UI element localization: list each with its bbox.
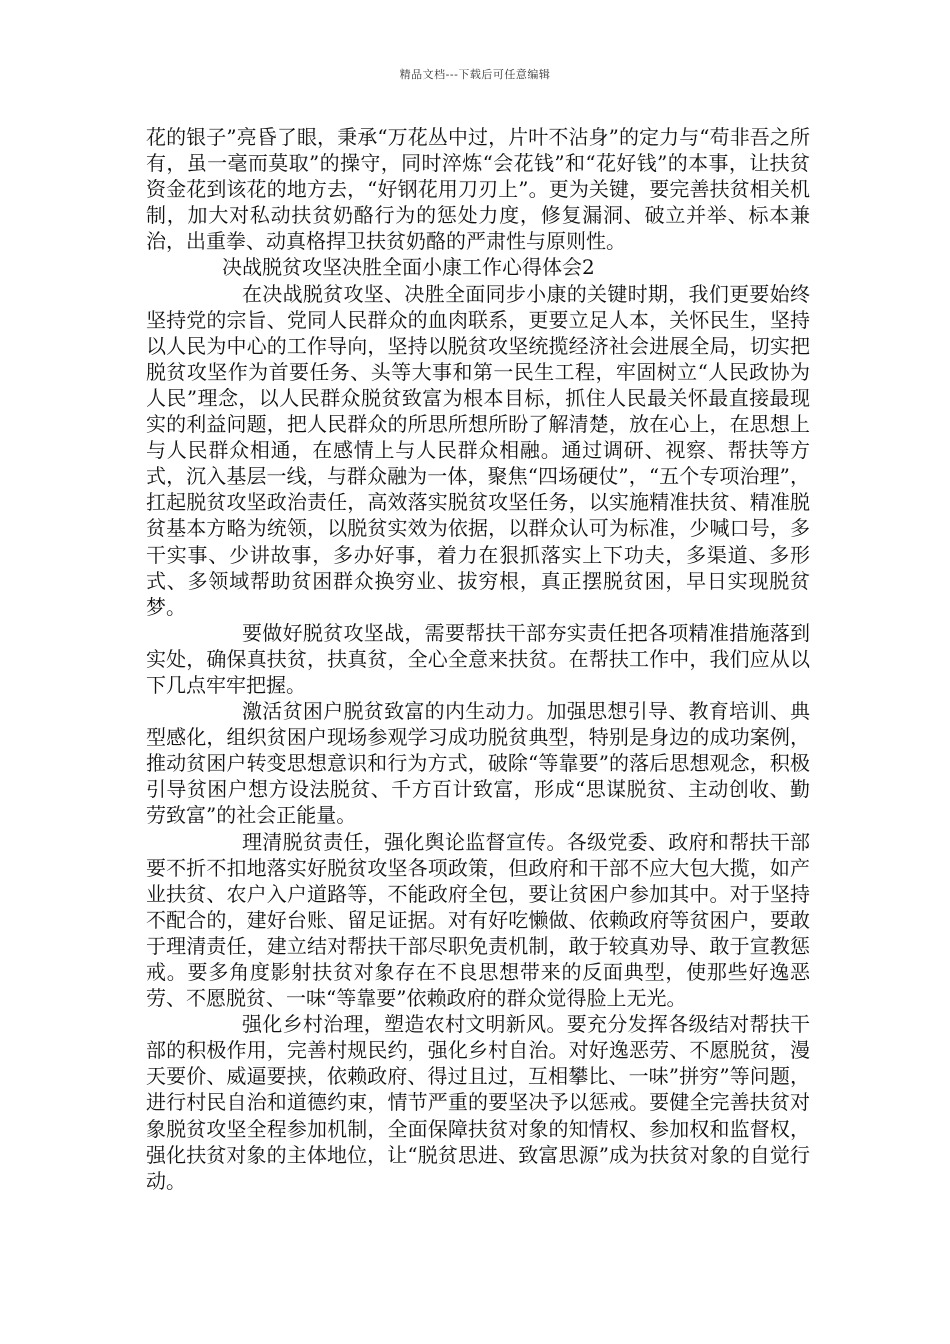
paragraph-1: 在决战脱贫攻坚、决胜全面同步小康的关键时期，我们更要始终坚持党的宗旨、党同人民群众的血肉联系，更要立足人本，关怀民生，坚持以人民为中心的工作导向，坚持以脱贫攻坚统揽经济社会进展全局，切实把脱贫攻坚作为首要任务、头等大事和第一民生工程，牢固树立“人民政协为人民”理念，以人民群众脱贫致富为根本目标，抓住人民最关怀最直接最现实的利益问题，把人民群众的所思所想所盼了解清楚，放在心上，在思想上与人民群众相通，在感情上与人民群众相融。通过调研、视察、帮扶等方式，沉入基层一线，与群众融为一体，聚焦“四场硬仗”，“五个专项治理”，扛起脱贫攻坚政治责任，高效落实脱贫攻坚任务，以实施精准扶贫、精准脱贫基本方略为统领，以脱贫实效为依据，以群众认可为标准，少喊口号，多干实事、少讲故事，多办好事，着力在狠抓落实上下功夫，多渠道、多形式、多领域帮助贫困群众换穷业、拔穷根，真正摆脱贫困，早日实现脱贫梦。 bbox=[146, 281, 810, 619]
page-header: 精品文档---下载后可任意编辑 bbox=[399, 68, 551, 81]
paragraph-continued: 花的银子”亮昏了眼，秉承“万花丛中过，片叶不沾身”的定力与“苟非吾之所有，虽一毫而莫取”的操守，同时淬炼“会花钱”和“花好钱”的本事，让扶贫资金花到该花的地方去，“好钢花用刀刃上”。更为关键，要完善扶贫相关机制，加大对私动扶贫奶酪行为的惩处力度，修复漏洞、破立并举、标本兼治，出重拳、动真格捍卫扶贫奶酪的严肃性与原则性。 bbox=[146, 125, 810, 254]
paragraph-3: 激活贫困户脱贫致富的内生动力。加强思想引导、教育培训、典型感化，组织贫困户现场参观学习成功脱贫典型，特别是身边的成功案例，推动贫困户转变思想意识和行为方式，破除“等靠要”的落后思想观念，积极引导贫困户想方设法脱贫、千方百计致富，形成“思谋脱贫、主动创收、勤劳致富”的社会正能量。 bbox=[146, 699, 810, 828]
paragraph-5: 强化乡村治理，塑造农村文明新风。要充分发挥各级结对帮扶干部的积极作用，完善村规民约，强化乡村自治。对好逸恶劳、不愿脱贫，漫天要价、威逼要挟，依赖政府、得过且过，互相攀比、一味”拼穷”等问题，进行村民自治和道德约束，情节严重的要坚决予以惩戒。要健全完善扶贫对象脱贫攻坚全程参加机制，全面保障扶贫对象的知情权、参加权和监督权，强化扶贫对象的主体地位，让“脱贫思进、致富思源”成为扶贫对象的自觉行动。 bbox=[146, 1012, 810, 1193]
document-body bbox=[146, 124, 810, 1194]
section-title: 决战脱贫攻坚决胜全面小康工作心得体会2 bbox=[222, 255, 595, 280]
paragraph-4: 理清脱贫责任，强化舆论监督宣传。各级党委、政府和帮扶干部要不折不扣地落实好脱贫攻坚各项政策，但政府和干部不应大包大揽，如产业扶贫、农户入户道路等，不能政府全包，要让贫困户参加其中。对于坚持不配合的，建好台账、留足证据。对有好吃懒做、依赖政府等贫困户，要敢于理清责任，建立结对帮扶干部尽职免责机制，敢于较真劝导、敢于宣教惩戒。要多角度影射扶贫对象存在不良思想带来的反面典型，使那些好逸恶劳、不愿脱贫、一味“等靠要”依赖政府的群众觉得脸上无光。 bbox=[146, 829, 810, 1011]
paragraph-2: 要做好脱贫攻坚战，需要帮扶干部夯实责任把各项精准措施落到实处，确保真扶贫，扶真贫，全心全意来扶贫。在帮扶工作中，我们应从以下几点牢牢把握。 bbox=[146, 620, 810, 697]
